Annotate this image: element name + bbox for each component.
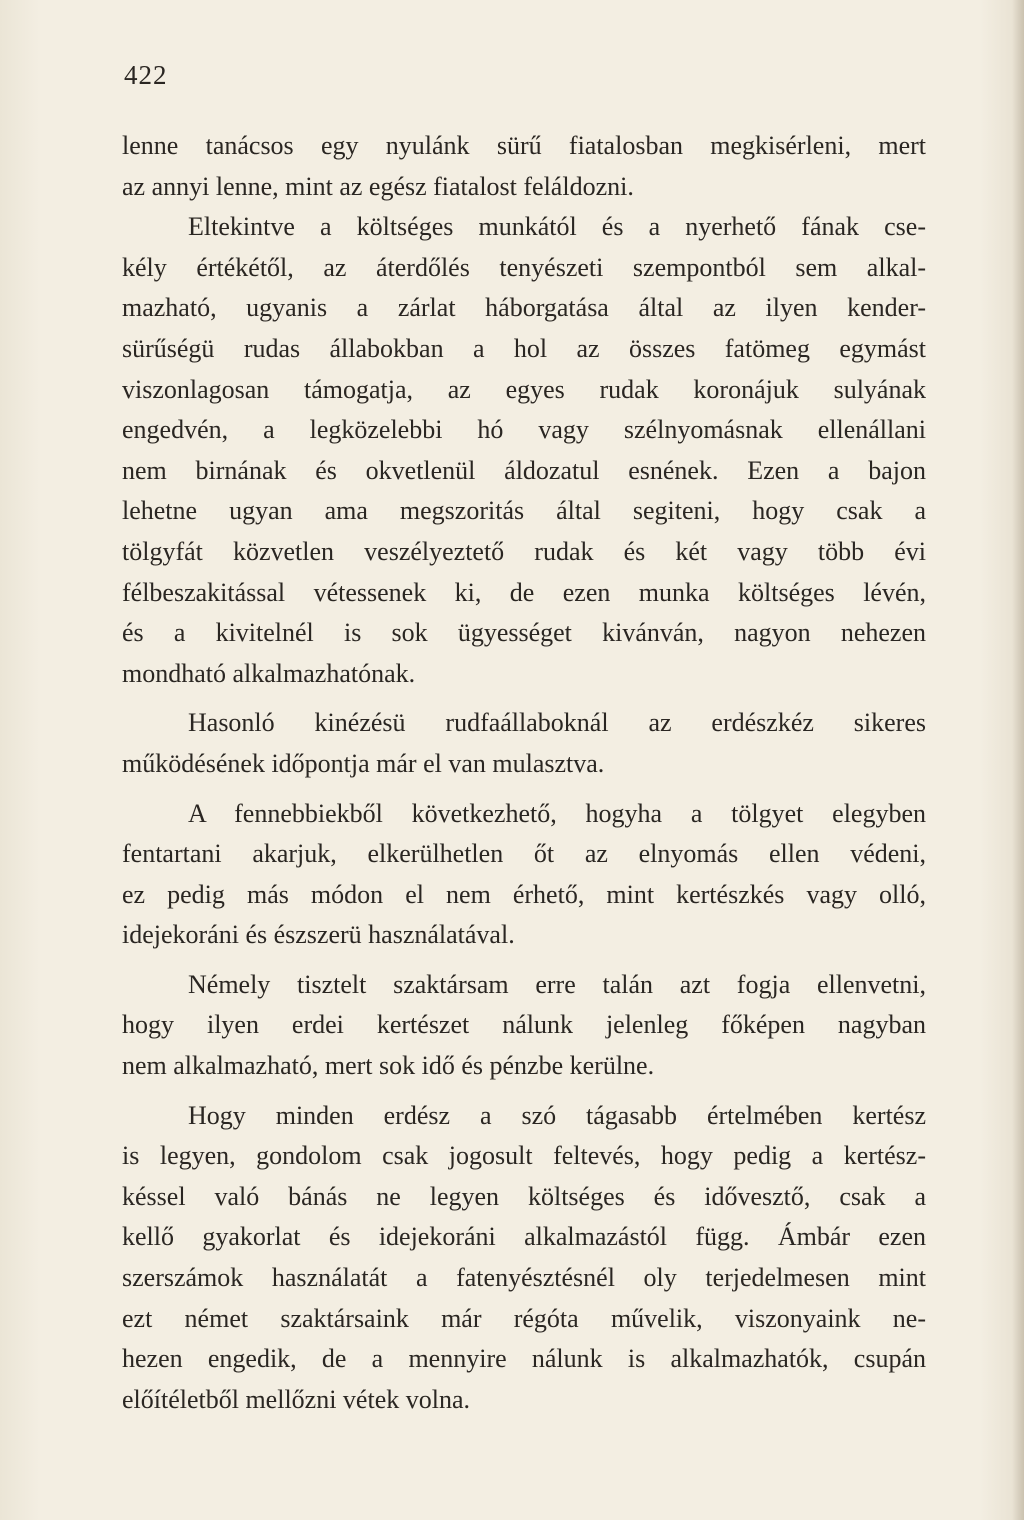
text-line: ez pedig más módon el nem érhető, mint kertészkés vagy olló, — [122, 879, 926, 909]
text-line: ezt német szaktársaink már régóta művelik, viszonyaink ne- — [122, 1303, 926, 1333]
text-line: az annyi lenne, mint az egész fiatalost feláldozni. — [122, 171, 634, 201]
paragraph-gap — [122, 694, 926, 703]
text-line: viszonlagosan támogatja, az egyes rudak koronájuk sulyának — [122, 374, 926, 404]
text-line: fentartani akarjuk, elkerülhetlen őt az elnyomás ellen védeni, — [122, 839, 926, 869]
text-line: hezen engedik, de a mennyire nálunk is alkalmazhatók, csupán — [122, 1344, 926, 1374]
text-line: félbeszakitással vétessenek ki, de ezen munka költséges lévén, — [122, 577, 926, 607]
text-line: Hogy minden erdész a szó tágasabb értelmében kertész — [188, 1100, 926, 1130]
text-line: A fennebbiekből következhető, hogyha a tölgyet elegyben — [188, 798, 926, 828]
text-line: kellő gyakorlat és idejekoráni alkalmazástól függ. Ámbár ezen — [122, 1222, 926, 1252]
body-text — [122, 126, 926, 1420]
text-line: Némely tisztelt szaktársam erre talán azt fogja ellenvetni, — [188, 969, 926, 999]
paragraph-gap — [122, 956, 926, 965]
text-line: nem alkalmazható, mert sok idő és pénzbe kerülne. — [122, 1051, 655, 1081]
text-line: is legyen, gondolom csak jogosult feltevés, hogy pedig a kertész- — [122, 1141, 926, 1171]
text-line: mazható, ugyanis a zárlat háborgatása által az ilyen kender- — [122, 293, 926, 323]
text-line: és a kivitelnél is sok ügyességet kivánván, nagyon nehezen — [122, 618, 926, 648]
text-line: késsel való bánás ne legyen költséges és idővesztő, csak a — [122, 1181, 926, 1211]
text-line: lenne tanácsos egy nyulánk sürű fiatalosban megkisérleni, mert — [122, 131, 926, 160]
text-line: Hasonló kinézésü rudfaállaboknál az erdészkéz sikeres — [188, 708, 926, 738]
text-line: mondható alkalmazhatónak. — [122, 658, 416, 688]
text-line: Eltekintve a költséges munkától és a nyerhető fának cse- — [188, 212, 926, 242]
text-line: előítéletből mellőzni vétek volna. — [122, 1384, 471, 1414]
text-line: hogy ilyen erdei kertészet nálunk jelenleg főképen nagyban — [122, 1010, 926, 1040]
text-line: sürűségü rudas állabokban a hol az összes fatömeg egymást — [122, 333, 926, 363]
text-line: szerszámok használatát a fatenyésztésnél oly terjedelmesen mint — [122, 1263, 926, 1293]
text-line: nem birnának és okvetlenül áldozatul esnének. Ezen a bajon — [122, 455, 926, 485]
paragraph-gap — [122, 1087, 926, 1096]
page-edge-shadow — [1012, 0, 1024, 1520]
paragraph-gap — [122, 785, 926, 794]
text-line: idejekoráni és észszerü használatával. — [122, 920, 515, 950]
text-line: tölgyfát közvetlen veszélyeztető rudak és két vagy több évi — [122, 536, 926, 566]
text-line: kély értékétől, az áterdőlés tenyészeti szempontból sem alkal- — [122, 252, 926, 282]
text-line: működésének időpontja már el van mulasztva. — [122, 748, 605, 778]
page-number: 422 — [124, 60, 168, 90]
text-line: engedvén, a legközelebbi hó vagy szélnyomásnak ellenállani — [122, 415, 926, 445]
text-line: lehetne ugyan ama megszoritás által segiteni, hogy csak a — [122, 496, 926, 526]
